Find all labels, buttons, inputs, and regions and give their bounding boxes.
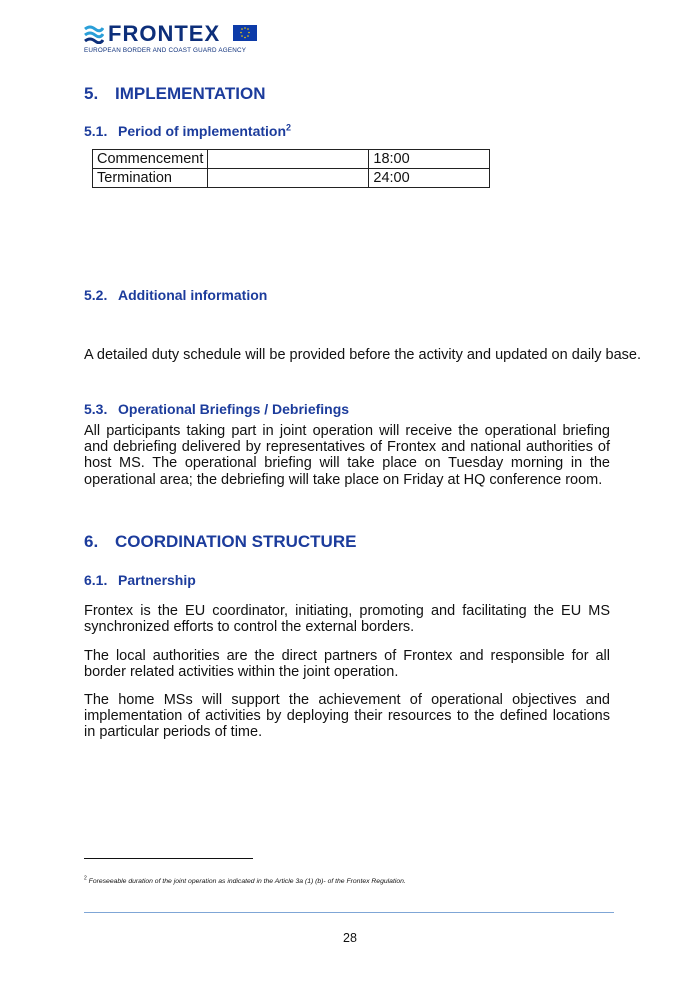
partnership-paragraph: The local authorities are the direct partners of Frontex and responsible for all border related activities within the joint operation. <box>84 648 610 681</box>
frontex-waves-icon <box>84 24 104 44</box>
partnership-paragraph: The home MSs will support the achievement of operational objectives and implementation of activities by deploying their resources to the defined locations in particular periods of time. <box>84 692 610 741</box>
footnote-ref: 2 <box>286 122 292 133</box>
logo-wordmark: FRONTEX <box>108 21 221 46</box>
subsection-number: 5.2. <box>84 287 108 303</box>
table-row <box>93 169 490 188</box>
subsection-number: 5.1. <box>84 123 108 139</box>
section-6-heading <box>84 532 356 552</box>
subsection-5-2-heading <box>84 287 267 303</box>
section-5-heading <box>84 84 265 104</box>
section-number: 5. <box>84 84 99 103</box>
section-title: COORDINATION STRUCTURE <box>115 532 357 551</box>
row-label: Commencement <box>93 150 208 169</box>
subsection-number: 6.1. <box>84 572 108 588</box>
subsection-title: Partnership <box>118 572 196 588</box>
logo-subtitle: EUROPEAN BORDER AND COAST GUARD AGENCY <box>84 47 247 54</box>
footer-divider <box>84 912 614 913</box>
subsection-title: Period of implementation <box>118 123 287 139</box>
subsection-title: Additional information <box>118 287 268 303</box>
row-time: 18:00 <box>369 150 490 169</box>
page-number: 28 <box>343 931 357 945</box>
subsection-5-1-heading <box>84 123 291 139</box>
footnote <box>84 875 406 885</box>
section-title: IMPLEMENTATION <box>115 84 266 103</box>
footnote-text: Foreseeable duration of the joint operation as indicated in the Article 3a (1) (b)- of the Frontex Regulation. <box>88 878 406 885</box>
subsection-title: Operational Briefings / Debriefings <box>118 401 350 417</box>
footnote-number: 2 <box>84 875 87 882</box>
row-label: Termination <box>93 169 208 188</box>
row-time: 24:00 <box>369 169 490 188</box>
table-row <box>93 150 490 169</box>
subsection-number: 5.3. <box>84 401 108 417</box>
subsection-5-3-heading <box>84 401 349 417</box>
subsection-6-1-heading <box>84 572 196 588</box>
additional-info-text: A detailed duty schedule will be provided before the activity and updated on daily base. <box>84 347 642 363</box>
partnership-paragraph: Frontex is the EU coordinator, initiating, promoting and facilitating the EU MS synchronized efforts to control the external borders. <box>84 603 610 636</box>
section-number: 6. <box>84 532 99 551</box>
briefings-text: All participants taking part in joint operation will receive the operational briefing and debriefing delivered by representatives of Frontex and national authorities of host MS. The operational briefing will take place on Tuesday morning in the operational area; the debriefing will take place on Friday at HQ conference room. <box>84 423 610 488</box>
footnote-separator <box>84 858 253 859</box>
row-empty-cell <box>208 169 369 188</box>
eu-flag-icon <box>233 25 257 41</box>
implementation-period-table <box>92 149 490 188</box>
row-empty-cell <box>208 150 369 169</box>
frontex-logo <box>84 22 274 56</box>
